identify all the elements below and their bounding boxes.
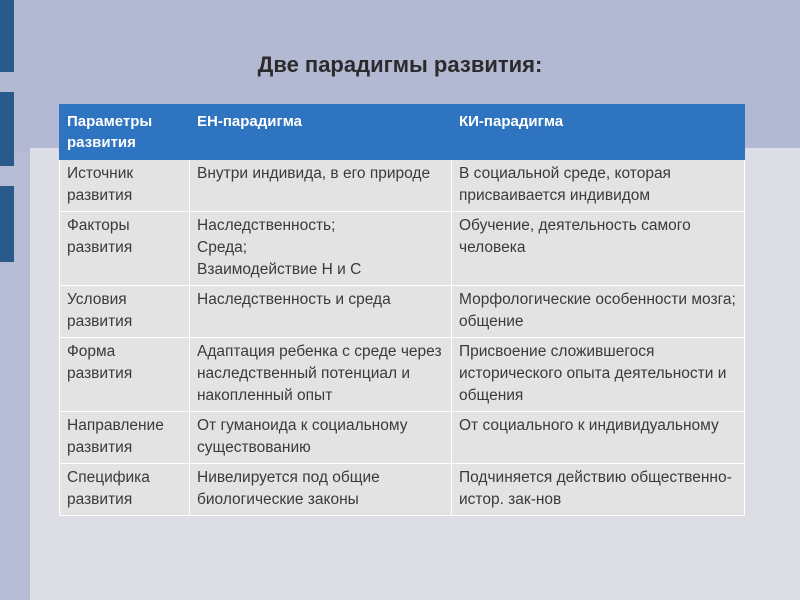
row-en-value: Нивелируется под общие биологические законы [190, 464, 452, 516]
row-ki-value: От социального к индивидуальному [452, 412, 745, 464]
row-en-value: Наследственность и среда [190, 286, 452, 338]
row-parameter: Направление развития [60, 412, 190, 464]
slide-title: Две парадигмы развития: [257, 52, 543, 77]
table-row [60, 464, 745, 516]
row-parameter: Источник развития [60, 160, 190, 212]
table-row [60, 286, 745, 338]
accent-bar [0, 92, 14, 166]
header-ki-paradigm: КИ-парадигма [452, 105, 745, 160]
table-header-row [60, 105, 745, 160]
accent-bar [0, 186, 14, 262]
table-row [60, 212, 745, 286]
row-ki-value: Обучение, деятельность самого человека [452, 212, 745, 286]
table-row [60, 412, 745, 464]
row-en-value: Адаптация ребенка с среде через наследственный потенциал и накопленный опыт [190, 338, 452, 412]
header-en-paradigm: ЕН-парадигма [190, 105, 452, 160]
row-parameter: Условия развития [60, 286, 190, 338]
header-parameters: Параметры развития [60, 105, 190, 160]
row-ki-value: Присвоение сложившегося исторического опыта деятельности и общения [452, 338, 745, 412]
table-row [60, 160, 745, 212]
row-en-value: От гуманоида к социальному существованию [190, 412, 452, 464]
row-parameter: Форма развития [60, 338, 190, 412]
row-parameter: Специфика развития [60, 464, 190, 516]
table-row [60, 338, 745, 412]
row-ki-value: Подчиняется действию общественно-истор. зак-нов [452, 464, 745, 516]
row-ki-value: Морфологические особенности мозга; общение [452, 286, 745, 338]
row-ki-value: В социальной среде, которая присваивается индивидом [452, 160, 745, 212]
row-en-value: Наследственность; Среда; Взаимодействие Н и С [190, 212, 452, 286]
row-en-value: Внутри индивида, в его природе [190, 160, 452, 212]
paradigm-table [59, 104, 745, 516]
row-parameter: Факторы развития [60, 212, 190, 286]
